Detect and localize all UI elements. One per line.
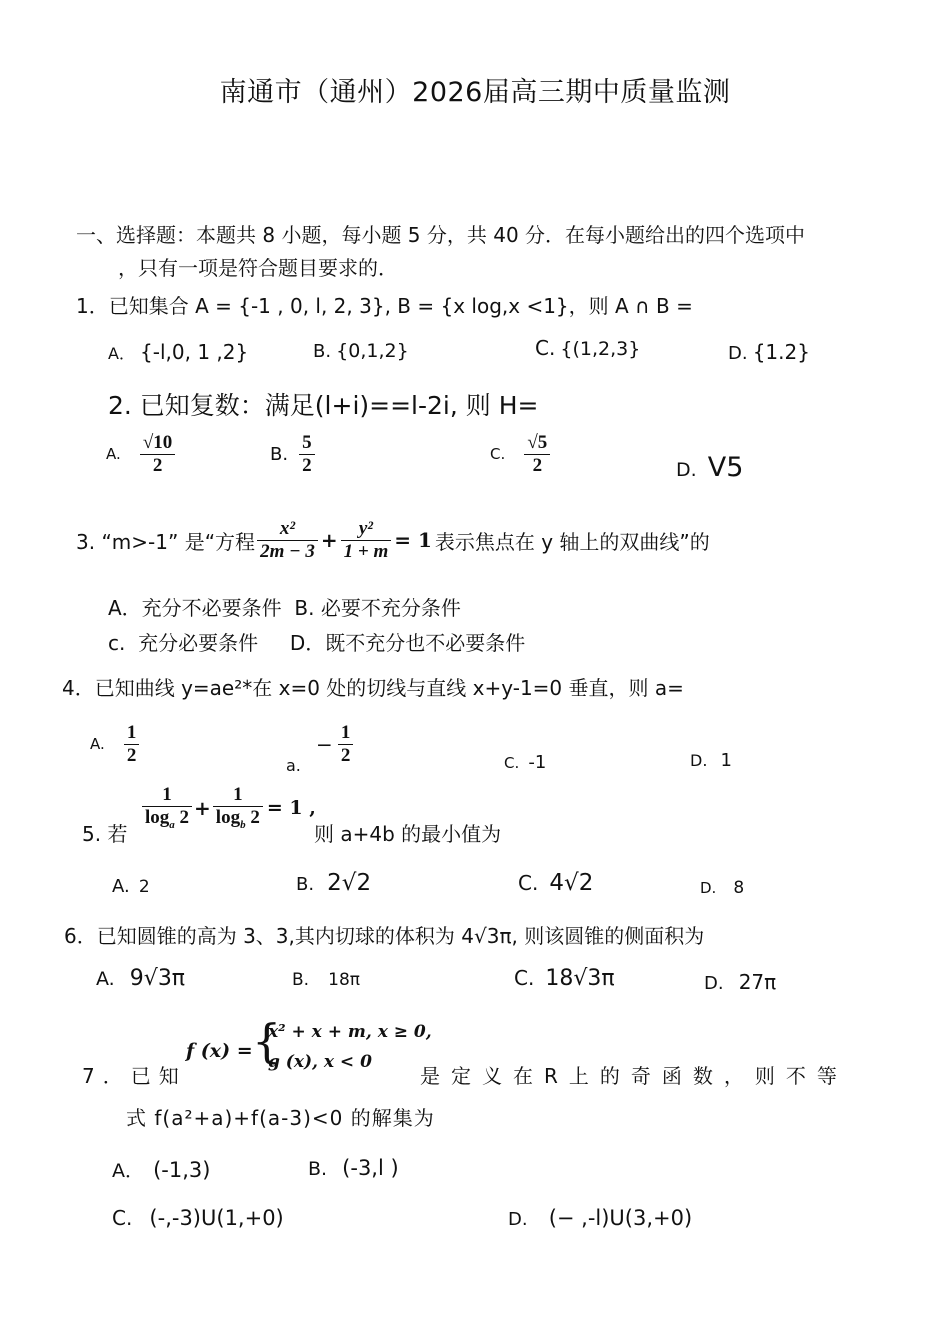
q4-option-c: [504, 752, 546, 773]
q5-option-a-label: A.: [112, 876, 130, 897]
q7-option-c-text: (-,-3)U(1,+0): [149, 1206, 284, 1230]
q3-x-numerator: [257, 518, 318, 541]
q4-option-d-label: D.: [690, 751, 708, 770]
q3-y-numerator: [341, 518, 392, 541]
q5-fraction-b-arg: 2: [245, 806, 260, 828]
q2-option-d-text: V5: [707, 452, 744, 483]
q2-option-b-fraction: [299, 432, 315, 477]
q6-option-c-label: C.: [514, 966, 535, 990]
q5-option-c-text: 4√2: [549, 870, 594, 896]
q6-option-c-text: 18√3π: [545, 966, 615, 991]
q4-option-b-sign: −: [315, 732, 333, 757]
q7-option-b-text: (-3,l ): [342, 1156, 399, 1180]
section-header-line1: 一、选择题：本题共 8 小题，每小题 5 分，共 40 分．在每小题给出的四个选项中: [76, 223, 806, 247]
q4-option-c-text: -1: [528, 752, 547, 773]
q6-option-a-label: A.: [96, 968, 115, 990]
q5-fraction-a-log: log: [145, 806, 170, 828]
q5-option-d: [700, 878, 744, 898]
q5-equation: [142, 784, 316, 831]
q7-option-a: [112, 1156, 210, 1183]
q2-option-b: [270, 432, 315, 477]
q4-option-b-denominator: 2: [340, 744, 351, 766]
q4-option-a-fraction: [124, 722, 140, 767]
q2-option-b-label: B.: [270, 443, 289, 465]
q2-option-c-label: C.: [490, 445, 506, 464]
q7-option-b: [308, 1156, 399, 1180]
q2-option-c-denominator: 2: [532, 454, 543, 476]
q6-option-b-text: 18π: [328, 970, 361, 990]
q4-option-a-numerator: 1: [124, 722, 140, 745]
q7-prefix: 7．已知: [82, 1064, 187, 1088]
q6-option-d: [704, 970, 776, 994]
q7-brace: {: [252, 1014, 282, 1068]
q1-option-c-label: C.: [535, 336, 556, 360]
q5-fraction-a-base: a: [169, 818, 175, 831]
q3-y-numerator-text: y²: [358, 517, 373, 539]
q2-option-c: [490, 432, 550, 477]
q4-option-d: [690, 750, 732, 771]
q4-option-b-numerator: 1: [338, 722, 354, 745]
q4-option-d-text: 1: [720, 750, 732, 771]
q1-option-d-label: D.: [728, 343, 748, 364]
q1-option-c: [535, 336, 640, 360]
q3-fraction-x: [257, 518, 318, 563]
q5-fraction-a-numerator: 1: [142, 784, 192, 807]
q2-option-c-numerator: √5: [524, 432, 550, 455]
q2-option-d-label: D.: [676, 459, 697, 481]
q5-fraction-b: [213, 784, 263, 831]
q7-case1: x² + x + m, x ≥ 0,: [268, 1022, 432, 1042]
q2-option-a-denominator: 2: [152, 454, 163, 476]
q7-option-d-text: (− ,-l)U(3,+0): [548, 1206, 693, 1230]
q3-x-denominator: [257, 541, 318, 563]
q5-suffix: 则 a+4b 的最小值为: [314, 822, 502, 846]
q2-option-a-numerator: √10: [140, 432, 175, 455]
q3-y-denominator-text: 1 + m: [343, 540, 389, 562]
q4-option-b: [286, 722, 353, 775]
q5-fraction-b-denominator: [213, 807, 263, 831]
q5-option-d-label: D.: [700, 879, 717, 897]
q4-option-a-denominator: 2: [126, 744, 137, 766]
q1-option-d: [728, 340, 810, 364]
q3-fraction-y: [341, 518, 392, 563]
q5-fraction-b-numerator: 1: [213, 784, 263, 807]
q5-plus: +: [194, 795, 211, 820]
q2-option-c-fraction: [524, 432, 550, 477]
q3-x-numerator-text: x²: [279, 517, 296, 539]
q2-option-a-label: A.: [106, 445, 121, 464]
q2-option-d: [676, 452, 743, 483]
q5-option-b-label: B.: [296, 874, 315, 895]
q5-option-a: [112, 876, 150, 897]
q4-option-b-label: a.: [286, 755, 301, 775]
q4-stem: 4．已知曲线 y=ae²*在 x=0 处的切线与直线 x+y-1=0 垂直，则 a=: [62, 676, 684, 700]
q5-fraction-a-arg: 2: [174, 806, 190, 828]
q7-option-d: [508, 1206, 692, 1230]
q2-option-a-fraction: [140, 432, 175, 477]
q3-y-denominator: [341, 541, 392, 563]
q7-option-c: [112, 1206, 284, 1230]
q1-option-d-text: {1.2}: [752, 340, 810, 364]
q7-option-a-text: (-1,3): [153, 1158, 211, 1182]
q5-fraction-b-base: b: [240, 818, 246, 831]
q5-option-c-label: C.: [518, 871, 539, 895]
q3-options-cd: c. 充分必要条件 D．既不充分也不必要条件: [108, 631, 526, 655]
q1-option-c-text: {(1,2,3}: [560, 338, 641, 360]
q5-option-a-text: 2: [138, 877, 150, 897]
q1-option-a: [108, 340, 248, 364]
q2-option-b-numerator: 5: [299, 432, 315, 455]
q7-option-c-label: C.: [112, 1206, 133, 1230]
q1-option-b-label: B.: [313, 341, 332, 362]
q5-fraction-a: [142, 784, 192, 831]
q1-stem: 1．已知集合 A = {-1 , 0, l, 2, 3}, B = {x log,x <1}，则 A ∩ B =: [76, 294, 693, 318]
q6-option-b: [292, 970, 360, 990]
q5-option-c: [518, 870, 593, 896]
q1-option-b: [313, 340, 409, 362]
q6-option-a: [96, 966, 185, 991]
q7-case2: g (x), x < 0: [268, 1052, 372, 1072]
q1-option-a-label: A．: [108, 344, 135, 363]
q3-options-ab: A．充分不必要条件 B. 必要不充分条件: [108, 596, 461, 620]
q6-option-d-label: D.: [704, 973, 724, 994]
q6-option-d-text: 27π: [738, 970, 777, 994]
q6-option-a-text: 9√3π: [129, 966, 186, 991]
q4-option-b-fraction: [338, 722, 354, 767]
q7-fx: f (x) =: [186, 1040, 253, 1062]
q5-option-b-text: 2√2: [327, 870, 372, 896]
q2-stem: 2. 已知复数：满足(l+i)==l-2i, 则 H=: [108, 391, 539, 420]
q4-option-c-label: C.: [504, 754, 520, 772]
q7-line2: 式 f(a²+a)+f(a-3)<0 的解集为: [126, 1106, 435, 1130]
q5-eq: = 1 ,: [266, 796, 316, 819]
q5-fraction-a-denominator: [142, 807, 192, 831]
q1-option-a-text: {-l,0, 1 ,2}: [140, 340, 249, 364]
q4-option-a: [90, 722, 139, 767]
q5-option-b: [296, 870, 371, 896]
q2-option-b-denominator: 2: [302, 454, 312, 476]
q3-plus: +: [320, 528, 338, 552]
q6-option-c: [514, 966, 615, 991]
q1-option-b-text: {0,1,2}: [336, 340, 409, 362]
q4-option-a-label: A.: [90, 735, 105, 754]
q3-suffix: 表示焦点在 y 轴上的双曲线”的: [434, 529, 710, 554]
q2-option-a: [106, 432, 175, 477]
q6-option-b-label: B.: [292, 970, 310, 990]
q3-rhs: = 1: [394, 528, 432, 552]
q7-option-a-label: A．: [112, 1160, 144, 1182]
q5-option-d-text: 8: [733, 878, 745, 898]
q5-fraction-b-log: log: [215, 806, 241, 828]
q3-stem: [76, 510, 710, 570]
q7-option-b-label: B.: [308, 1158, 328, 1180]
page-title: 南通市（通州）2026届高三期中质量监测: [219, 77, 731, 108]
q6-stem: 6．已知圆锥的高为 3、3,其内切球的体积为 4√3π, 则该圆锥的侧面积为: [64, 924, 705, 948]
section-header-line2: ，只有一项是符合题目要求的．: [118, 256, 398, 280]
q7-suffix: 是定义在R上的奇函数，则不等: [420, 1064, 848, 1088]
q3-prefix: 3. “m>-1” 是“方程: [76, 529, 256, 554]
q5-prefix: 5. 若: [82, 822, 128, 846]
q7-option-d-label: D.: [508, 1209, 528, 1230]
q3-x-denominator-text: 2m − 3: [260, 540, 315, 562]
